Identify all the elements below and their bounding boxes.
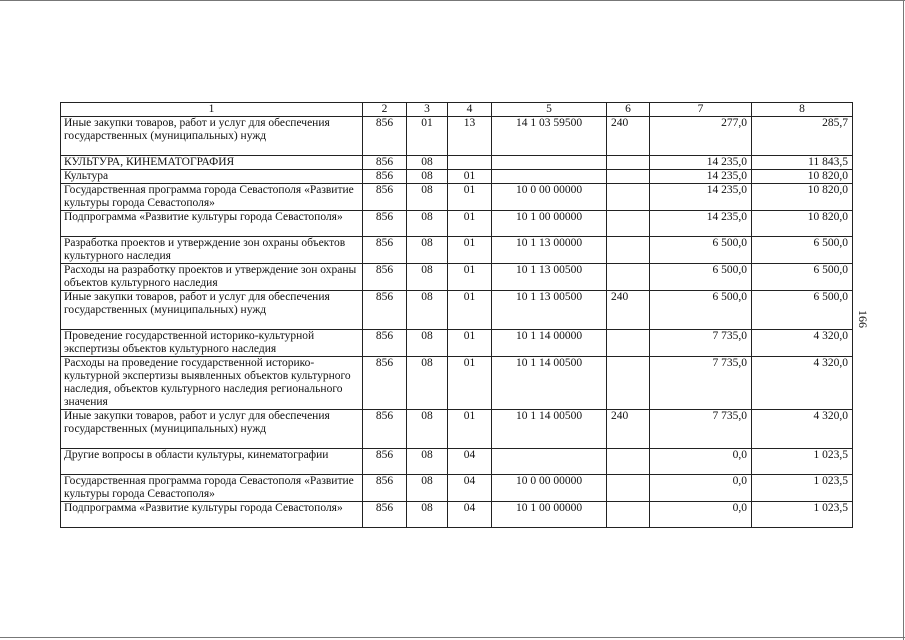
table-row	[61, 330, 853, 357]
table-row	[61, 156, 853, 170]
amount-col8-cell: 4 320,0	[752, 410, 853, 449]
header-cell: 4	[448, 103, 492, 117]
item-name-cell: Государственная программа города Севастополя «Развитие культуры города Севастополя»	[61, 475, 363, 502]
ministry-code-cell: 856	[363, 170, 407, 184]
item-name-cell: Расходы на проведение государственной историко-культурной экспертизы выявленных объектов культурного наследия, объектов культурного наследия регионального значения	[61, 357, 363, 410]
expense-type-cell: 240	[607, 410, 650, 449]
section-code-cell: 08	[407, 357, 448, 410]
section-code-cell: 08	[407, 170, 448, 184]
section-code-cell: 08	[407, 264, 448, 291]
subsection-code-cell: 01	[448, 330, 492, 357]
amount-col8-cell: 6 500,0	[752, 291, 853, 330]
amount-col8-cell: 11 843,5	[752, 156, 853, 170]
expense-type-cell	[607, 184, 650, 211]
header-cell: 7	[650, 103, 752, 117]
section-code-cell: 08	[407, 237, 448, 264]
ministry-code-cell: 856	[363, 156, 407, 170]
expense-type-cell	[607, 330, 650, 357]
expense-type-cell	[607, 211, 650, 237]
target-article-cell: 10 1 00 00000	[492, 211, 607, 237]
item-name-cell: Расходы на разработку проектов и утверждение зон охраны объектов культурного наследия	[61, 264, 363, 291]
amount-col8-cell: 1 023,5	[752, 475, 853, 502]
subsection-code-cell: 01	[448, 357, 492, 410]
header-cell: 6	[607, 103, 650, 117]
item-name-cell: КУЛЬТУРА, КИНЕМАТОГРАФИЯ	[61, 156, 363, 170]
target-article-cell: 10 0 00 00000	[492, 475, 607, 502]
table-row	[61, 410, 853, 449]
amount-col7-cell: 7 735,0	[650, 357, 752, 410]
target-article-cell	[492, 156, 607, 170]
subsection-code-cell: 01	[448, 237, 492, 264]
subsection-code-cell: 04	[448, 502, 492, 528]
item-name-cell: Проведение государственной историко-культурной экспертизы объектов культурного наследия	[61, 330, 363, 357]
amount-col8-cell: 285,7	[752, 117, 853, 156]
amount-col7-cell: 0,0	[650, 502, 752, 528]
table-row	[61, 291, 853, 330]
ministry-code-cell: 856	[363, 410, 407, 449]
section-code-cell: 08	[407, 211, 448, 237]
item-name-cell: Подпрограмма «Развитие культуры города Севастополя»	[61, 502, 363, 528]
ministry-code-cell: 856	[363, 291, 407, 330]
table-row	[61, 184, 853, 211]
table-row	[61, 357, 853, 410]
expense-type-cell	[607, 170, 650, 184]
subsection-code-cell: 01	[448, 264, 492, 291]
ministry-code-cell: 856	[363, 184, 407, 211]
ministry-code-cell: 856	[363, 330, 407, 357]
item-name-cell: Иные закупки товаров, работ и услуг для обеспечения государственных (муниципальных) нужд	[61, 291, 363, 330]
amount-col8-cell: 1 023,5	[752, 502, 853, 528]
ministry-code-cell: 856	[363, 211, 407, 237]
expense-type-cell	[607, 475, 650, 502]
table-row	[61, 475, 853, 502]
amount-col7-cell: 14 235,0	[650, 184, 752, 211]
section-code-cell: 08	[407, 330, 448, 357]
table-row	[61, 117, 853, 156]
item-name-cell: Разработка проектов и утверждение зон охраны объектов культурного наследия	[61, 237, 363, 264]
ministry-code-cell: 856	[363, 357, 407, 410]
section-code-cell: 08	[407, 184, 448, 211]
expense-type-cell: 240	[607, 291, 650, 330]
target-article-cell: 10 1 14 00000	[492, 330, 607, 357]
amount-col7-cell: 277,0	[650, 117, 752, 156]
table-row	[61, 237, 853, 264]
section-code-cell: 01	[407, 117, 448, 156]
header-cell: 1	[61, 103, 363, 117]
item-name-cell: Культура	[61, 170, 363, 184]
subsection-code-cell: 01	[448, 211, 492, 237]
amount-col7-cell: 7 735,0	[650, 330, 752, 357]
item-name-cell: Государственная программа города Севастополя «Развитие культуры города Севастополя»	[61, 184, 363, 211]
section-code-cell: 08	[407, 410, 448, 449]
amount-col8-cell: 4 320,0	[752, 330, 853, 357]
header-cell: 3	[407, 103, 448, 117]
target-article-cell: 10 1 13 00000	[492, 237, 607, 264]
expense-type-cell	[607, 357, 650, 410]
amount-col7-cell: 6 500,0	[650, 264, 752, 291]
subsection-code-cell: 01	[448, 184, 492, 211]
table-row	[61, 211, 853, 237]
ministry-code-cell: 856	[363, 449, 407, 475]
section-code-cell: 08	[407, 156, 448, 170]
item-name-cell: Подпрограмма «Развитие культуры города Севастополя»	[61, 211, 363, 237]
section-code-cell: 08	[407, 449, 448, 475]
target-article-cell: 10 1 13 00500	[492, 291, 607, 330]
item-name-cell: Иные закупки товаров, работ и услуг для обеспечения государственных (муниципальных) нужд	[61, 117, 363, 156]
table-row	[61, 502, 853, 528]
table-header-row	[61, 103, 853, 117]
page-border-bottom	[0, 637, 905, 638]
expense-type-cell	[607, 156, 650, 170]
budget-table	[60, 102, 853, 528]
subsection-code-cell: 04	[448, 475, 492, 502]
target-article-cell	[492, 170, 607, 184]
target-article-cell: 10 1 00 00000	[492, 502, 607, 528]
amount-col7-cell: 0,0	[650, 475, 752, 502]
amount-col7-cell: 14 235,0	[650, 170, 752, 184]
target-article-cell: 14 1 03 59500	[492, 117, 607, 156]
expense-type-cell	[607, 449, 650, 475]
target-article-cell: 10 1 13 00500	[492, 264, 607, 291]
page-border-top	[0, 0, 905, 1]
subsection-code-cell: 01	[448, 291, 492, 330]
amount-col8-cell: 4 320,0	[752, 357, 853, 410]
amount-col8-cell: 6 500,0	[752, 237, 853, 264]
ministry-code-cell: 856	[363, 264, 407, 291]
subsection-code-cell: 01	[448, 410, 492, 449]
item-name-cell: Иные закупки товаров, работ и услуг для обеспечения государственных (муниципальных) нужд	[61, 410, 363, 449]
target-article-cell: 10 1 14 00500	[492, 357, 607, 410]
amount-col8-cell: 10 820,0	[752, 211, 853, 237]
target-article-cell: 10 0 00 00000	[492, 184, 607, 211]
amount-col8-cell: 10 820,0	[752, 184, 853, 211]
ministry-code-cell: 856	[363, 117, 407, 156]
amount-col8-cell: 10 820,0	[752, 170, 853, 184]
amount-col8-cell: 1 023,5	[752, 449, 853, 475]
expense-type-cell: 240	[607, 117, 650, 156]
subsection-code-cell: 13	[448, 117, 492, 156]
amount-col7-cell: 0,0	[650, 449, 752, 475]
expense-type-cell	[607, 237, 650, 264]
expense-type-cell	[607, 502, 650, 528]
section-code-cell: 08	[407, 291, 448, 330]
ministry-code-cell: 856	[363, 475, 407, 502]
table-row	[61, 449, 853, 475]
header-cell: 2	[363, 103, 407, 117]
amount-col7-cell: 7 735,0	[650, 410, 752, 449]
header-cell: 8	[752, 103, 853, 117]
expense-type-cell	[607, 264, 650, 291]
section-code-cell: 08	[407, 475, 448, 502]
subsection-code-cell: 04	[448, 449, 492, 475]
ministry-code-cell: 856	[363, 502, 407, 528]
header-cell: 5	[492, 103, 607, 117]
section-code-cell: 08	[407, 502, 448, 528]
target-article-cell	[492, 449, 607, 475]
subsection-code-cell: 01	[448, 170, 492, 184]
ministry-code-cell: 856	[363, 237, 407, 264]
amount-col7-cell: 6 500,0	[650, 237, 752, 264]
table-row	[61, 264, 853, 291]
amount-col8-cell: 6 500,0	[752, 264, 853, 291]
amount-col7-cell: 14 235,0	[650, 211, 752, 237]
target-article-cell: 10 1 14 00500	[492, 410, 607, 449]
amount-col7-cell: 14 235,0	[650, 156, 752, 170]
table-row	[61, 170, 853, 184]
item-name-cell: Другие вопросы в области культуры, кинематографии	[61, 449, 363, 475]
subsection-code-cell	[448, 156, 492, 170]
page-number: 166	[856, 310, 870, 328]
amount-col7-cell: 6 500,0	[650, 291, 752, 330]
page-border-right	[903, 0, 904, 640]
